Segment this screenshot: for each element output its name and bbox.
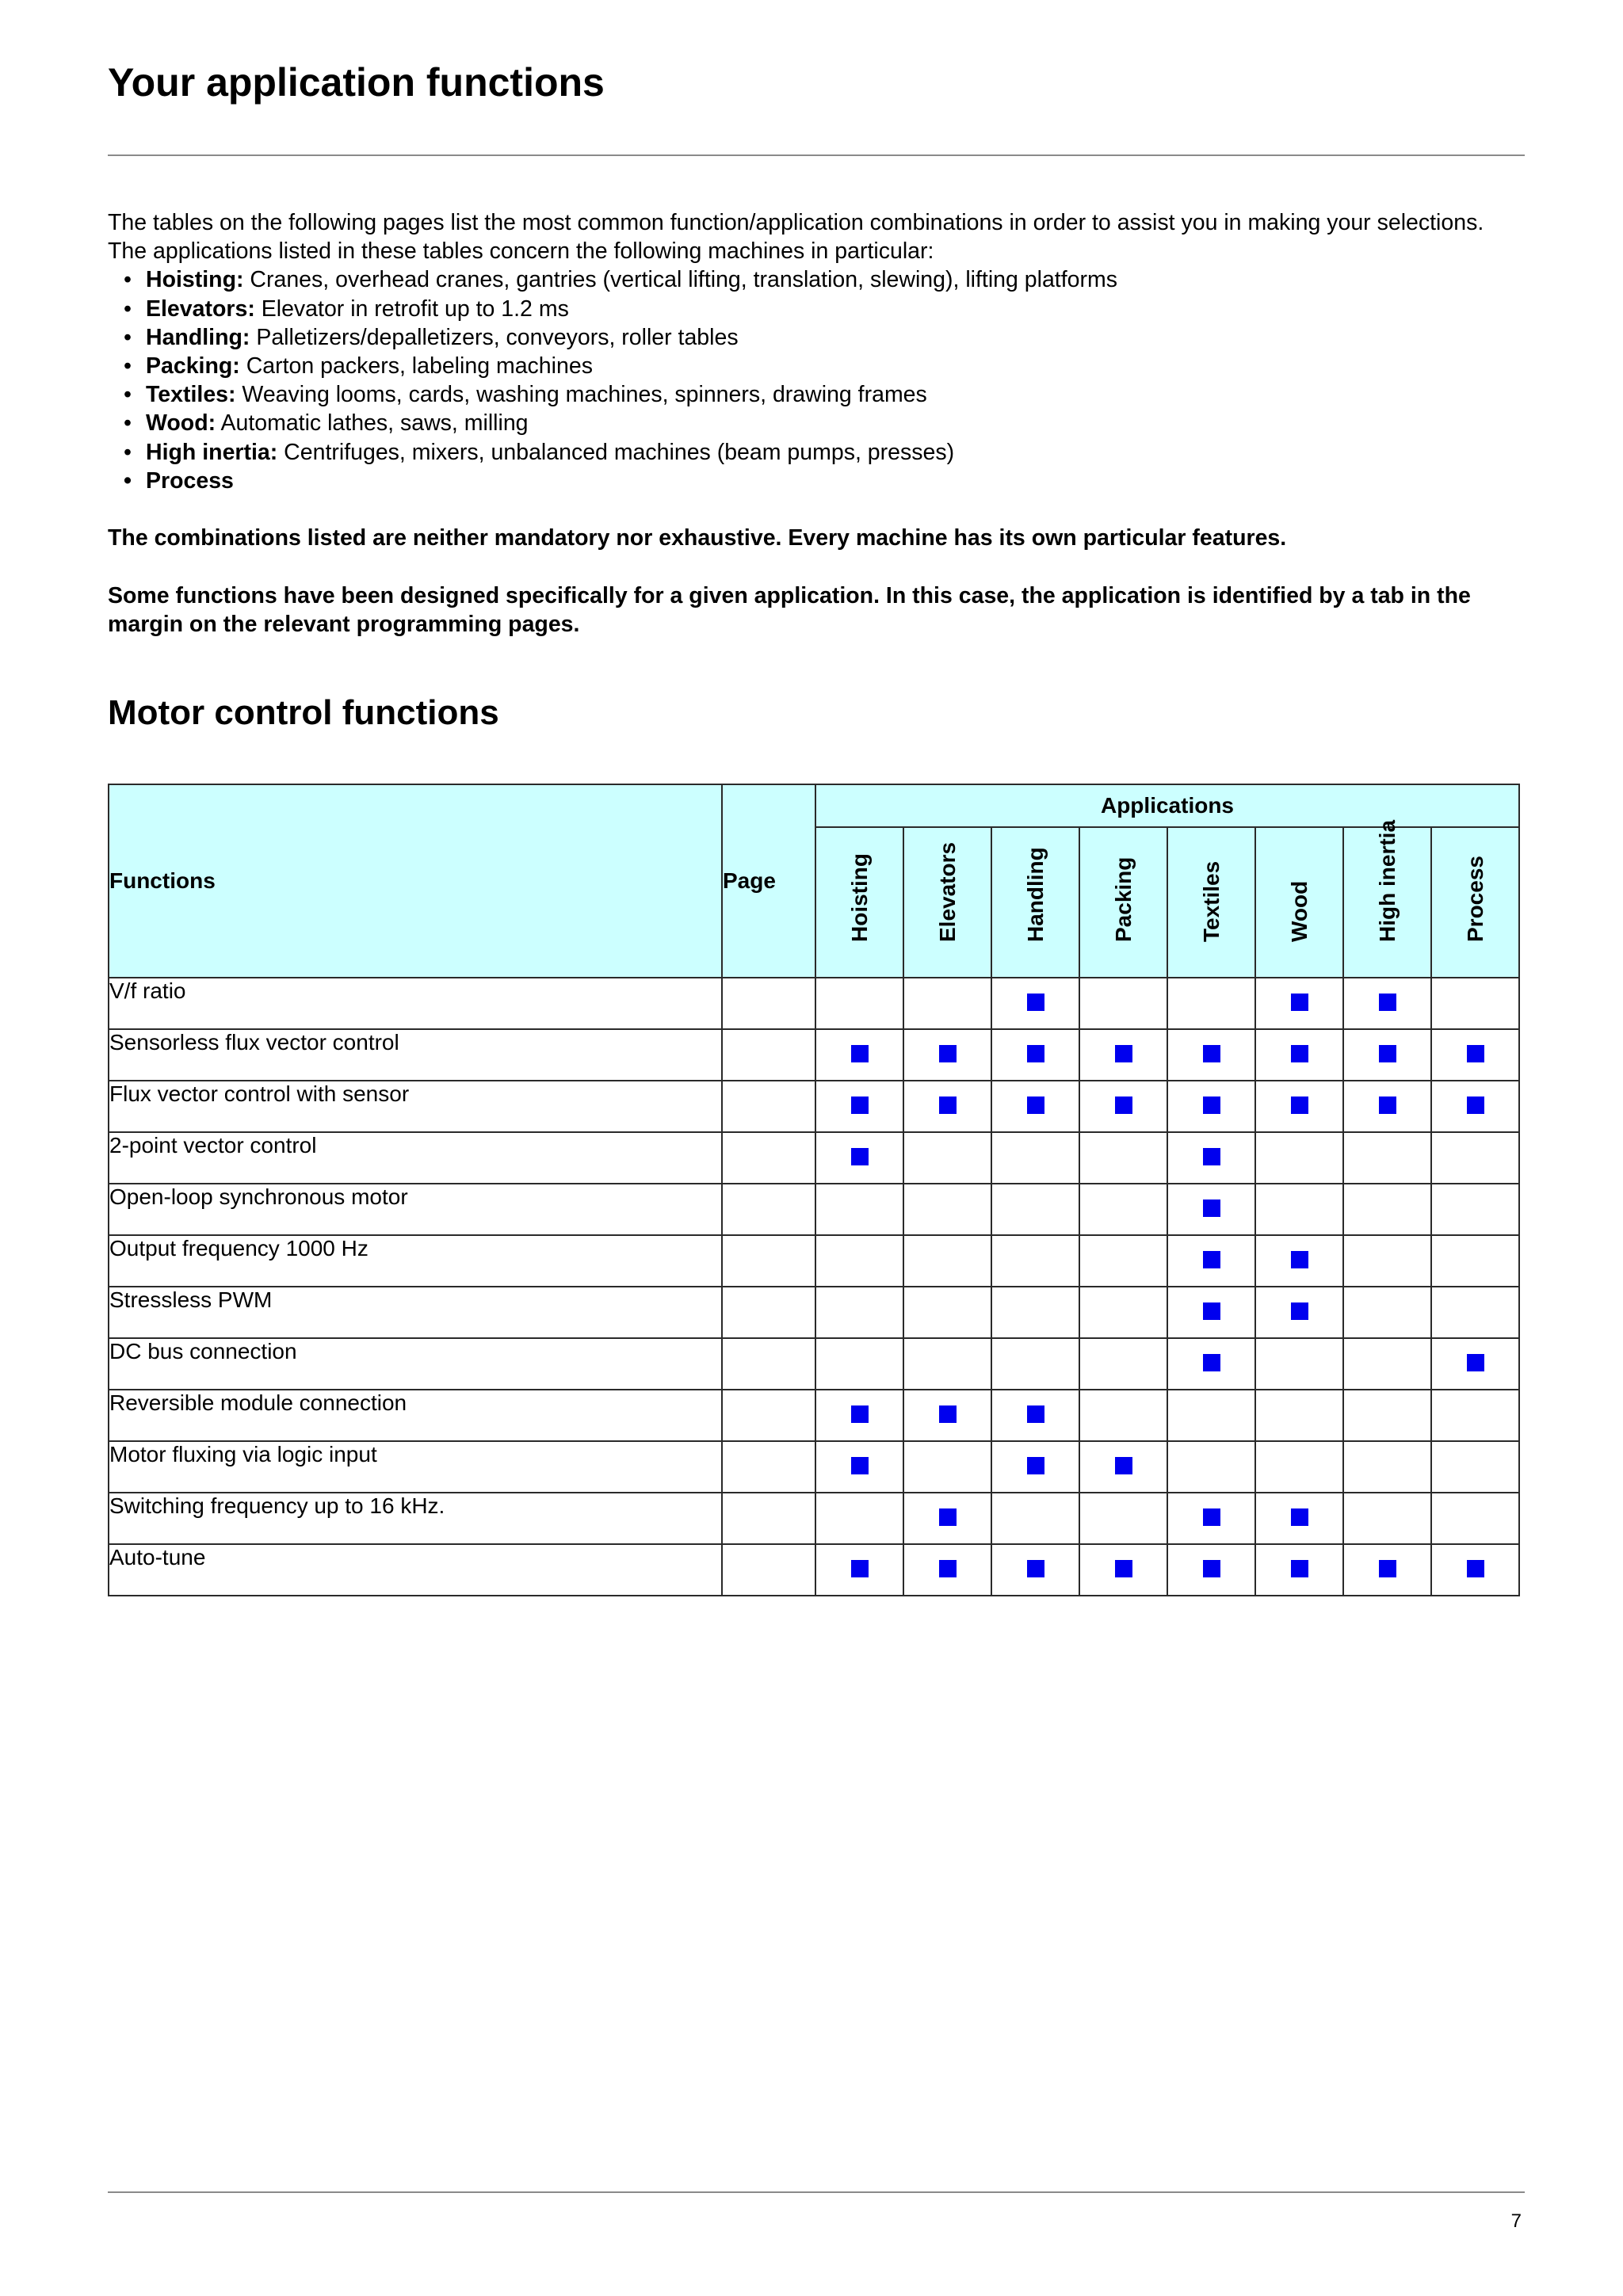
application-cell <box>1079 1493 1167 1544</box>
applications-header: Applications <box>815 784 1519 827</box>
application-cell <box>815 1081 903 1132</box>
applicable-square-icon <box>1467 1354 1484 1371</box>
application-cell <box>1255 1441 1343 1493</box>
application-cell <box>815 1390 903 1441</box>
note-paragraph: Some functions have been designed specifically for a given application. In this case, the application is identified by a tab in the margin on the relevant programming pages. <box>108 582 1471 637</box>
application-cell <box>903 1390 991 1441</box>
application-cell <box>991 1184 1079 1235</box>
application-cell <box>1255 1029 1343 1081</box>
application-cell <box>1167 1441 1255 1493</box>
table-body <box>109 978 1519 1596</box>
application-cell <box>1079 1081 1167 1132</box>
table-row <box>109 1441 1519 1493</box>
page-cell <box>722 1184 815 1235</box>
list-item-label: Textiles: <box>146 382 236 408</box>
application-cell <box>1431 1081 1519 1132</box>
page-cell <box>722 1029 815 1081</box>
function-cell: 2-point vector control <box>109 1132 722 1184</box>
table-row <box>109 978 1519 1029</box>
function-cell: Auto-tune <box>109 1544 722 1596</box>
application-cell <box>1343 1029 1431 1081</box>
application-cell <box>991 1132 1079 1184</box>
applicable-square-icon <box>1115 1560 1132 1577</box>
function-cell: Sensorless flux vector control <box>109 1029 722 1081</box>
list-item-label: High inertia: <box>146 439 278 465</box>
application-cell <box>1431 1441 1519 1493</box>
application-cell <box>1079 1441 1167 1493</box>
applicable-square-icon <box>1467 1560 1484 1577</box>
function-cell: Switching frequency up to 16 kHz. <box>109 1493 722 1544</box>
application-cell <box>1343 1132 1431 1184</box>
function-cell: V/f ratio <box>109 978 722 1029</box>
note-paragraph: The combinations listed are neither mandatory nor exhaustive. Every machine has its own particular features. <box>108 525 1287 551</box>
function-cell: Motor fluxing via logic input <box>109 1441 722 1493</box>
application-cell <box>815 1132 903 1184</box>
application-cell <box>815 1441 903 1493</box>
list-item-label: Handling: <box>146 324 250 350</box>
table-row <box>109 1184 1519 1235</box>
application-cell <box>1431 1493 1519 1544</box>
applicable-square-icon <box>1027 1405 1044 1423</box>
application-cell <box>815 1287 903 1338</box>
application-cell <box>903 1184 991 1235</box>
application-cell <box>1343 1441 1431 1493</box>
list-item <box>146 323 1526 352</box>
application-cell <box>1343 978 1431 1029</box>
application-cell <box>1431 1544 1519 1596</box>
intro-paragraph: The applications listed in these tables concern the following machines in particular: <box>108 238 934 265</box>
application-cell <box>1167 1493 1255 1544</box>
application-cell <box>1167 1287 1255 1338</box>
application-cell <box>1343 1544 1431 1596</box>
application-cell <box>991 1544 1079 1596</box>
application-cell <box>815 1235 903 1287</box>
application-label: Wood <box>1286 880 1312 942</box>
application-cell <box>1079 1235 1167 1287</box>
list-item <box>146 438 1526 467</box>
applicable-square-icon <box>1379 1560 1396 1577</box>
application-cell <box>1431 1390 1519 1441</box>
application-cell <box>991 1390 1079 1441</box>
application-list <box>108 265 1526 495</box>
list-item <box>146 467 1526 495</box>
application-label: Packing <box>1110 856 1136 942</box>
page-cell <box>722 1338 815 1390</box>
applicable-square-icon <box>1467 1045 1484 1062</box>
application-cell <box>1255 1390 1343 1441</box>
application-cell <box>1431 1184 1519 1235</box>
application-cell <box>903 1493 991 1544</box>
list-item-text: Palletizers/depalletizers, conveyors, roller tables <box>250 324 739 350</box>
application-cell <box>903 1544 991 1596</box>
applicable-square-icon <box>1203 1148 1220 1165</box>
application-cell <box>815 1184 903 1235</box>
application-cell <box>1343 1081 1431 1132</box>
application-cell <box>991 1441 1079 1493</box>
applicable-square-icon <box>1027 1560 1044 1577</box>
list-item-text: Weaving looms, cards, washing machines, spinners, drawing frames <box>235 382 927 408</box>
application-cell <box>815 1029 903 1081</box>
function-cell: Output frequency 1000 Hz <box>109 1235 722 1287</box>
table-row <box>109 1390 1519 1441</box>
applicable-square-icon <box>1379 1097 1396 1114</box>
table-row <box>109 1029 1519 1081</box>
applicable-square-icon <box>939 1405 957 1423</box>
applicable-square-icon <box>1115 1045 1132 1062</box>
application-cell <box>1255 1493 1343 1544</box>
application-cell <box>903 1235 991 1287</box>
applicable-square-icon <box>1379 994 1396 1011</box>
application-cell <box>991 1029 1079 1081</box>
applicable-square-icon <box>851 1560 869 1577</box>
applicable-square-icon <box>939 1097 957 1114</box>
application-cell <box>1255 978 1343 1029</box>
applicable-square-icon <box>851 1097 869 1114</box>
page-cell <box>722 1235 815 1287</box>
application-cell <box>1167 1184 1255 1235</box>
page-number: 7 <box>1510 2210 1522 2232</box>
applicable-square-icon <box>1115 1457 1132 1474</box>
list-item <box>146 295 1526 323</box>
table-row <box>109 1338 1519 1390</box>
applicable-square-icon <box>851 1148 869 1165</box>
application-column-header <box>1343 819 1431 978</box>
applicable-square-icon <box>1203 1302 1220 1320</box>
application-cell <box>1167 1235 1255 1287</box>
section-title: Motor control functions <box>108 693 499 732</box>
function-cell: Open-loop synchronous motor <box>109 1184 722 1235</box>
applicable-square-icon <box>1291 1097 1308 1114</box>
page-cell <box>722 1132 815 1184</box>
application-cell <box>991 1235 1079 1287</box>
application-cell <box>1431 1132 1519 1184</box>
list-item-text: Elevator in retrofit up to 1.2 ms <box>254 296 569 322</box>
applicable-square-icon <box>1203 1354 1220 1371</box>
application-cell <box>1255 1544 1343 1596</box>
application-cell <box>1167 1081 1255 1132</box>
applicable-square-icon <box>1379 1045 1396 1062</box>
function-cell: DC bus connection <box>109 1338 722 1390</box>
table-row <box>109 1287 1519 1338</box>
application-cell <box>1079 1544 1167 1596</box>
application-cell <box>815 1493 903 1544</box>
application-cell <box>903 1081 991 1132</box>
application-column-header <box>815 827 903 978</box>
application-cell <box>991 1338 1079 1390</box>
page-cell <box>722 1287 815 1338</box>
application-cell <box>1167 1029 1255 1081</box>
applicable-square-icon <box>1291 994 1308 1011</box>
table-row <box>109 1544 1519 1596</box>
list-item <box>146 265 1526 294</box>
application-column-header <box>1079 827 1167 978</box>
function-cell: Flux vector control with sensor <box>109 1081 722 1132</box>
application-cell <box>1167 978 1255 1029</box>
applicable-square-icon <box>1027 1097 1044 1114</box>
application-cell <box>1079 1390 1167 1441</box>
page-cell <box>722 1493 815 1544</box>
application-cell <box>1343 1235 1431 1287</box>
application-cell <box>903 1338 991 1390</box>
list-item-label: Wood: <box>146 410 216 437</box>
application-cell <box>1255 1132 1343 1184</box>
application-cell <box>1079 978 1167 1029</box>
application-cell <box>903 1287 991 1338</box>
table-row <box>109 1081 1519 1132</box>
applicable-square-icon <box>939 1508 957 1526</box>
applicable-square-icon <box>1203 1251 1220 1268</box>
applicable-square-icon <box>1203 1199 1220 1217</box>
application-cell <box>1343 1390 1431 1441</box>
application-cell <box>815 978 903 1029</box>
application-cell <box>1431 978 1519 1029</box>
application-cell <box>991 1287 1079 1338</box>
applicable-square-icon <box>939 1045 957 1062</box>
applicable-square-icon <box>1027 1045 1044 1062</box>
application-cell <box>1343 1493 1431 1544</box>
header-divider <box>108 154 1525 156</box>
list-item <box>146 380 1526 409</box>
applicable-square-icon <box>851 1045 869 1062</box>
list-item-label: Hoisting: <box>146 267 244 293</box>
functions-header: Functions <box>109 784 722 978</box>
application-cell <box>1431 1235 1519 1287</box>
function-application-table <box>108 784 1520 1596</box>
applicable-square-icon <box>1291 1045 1308 1062</box>
application-cell <box>903 1029 991 1081</box>
application-label: Hoisting <box>846 853 872 942</box>
applicable-square-icon <box>939 1560 957 1577</box>
applicable-square-icon <box>1467 1097 1484 1114</box>
application-column-header <box>1255 827 1343 978</box>
application-label: Handling <box>1022 847 1048 942</box>
footer-divider <box>108 2191 1525 2193</box>
list-item-text: Cranes, overhead cranes, gantries (vertical lifting, translation, slewing), lifting platforms <box>243 267 1117 293</box>
application-cell <box>991 1081 1079 1132</box>
application-cell <box>1079 1184 1167 1235</box>
application-cell <box>903 1441 991 1493</box>
application-cell <box>1079 1029 1167 1081</box>
applicable-square-icon <box>1027 994 1044 1011</box>
page-title: Your application functions <box>108 60 605 105</box>
table-row <box>109 1132 1519 1184</box>
application-cell <box>991 978 1079 1029</box>
list-item <box>146 409 1526 437</box>
page-cell <box>722 1081 815 1132</box>
application-cell <box>1079 1132 1167 1184</box>
application-cell <box>1431 1029 1519 1081</box>
applicable-square-icon <box>851 1405 869 1423</box>
application-cell <box>815 1544 903 1596</box>
function-cell: Reversible module connection <box>109 1390 722 1441</box>
applicable-square-icon <box>1291 1251 1308 1268</box>
intro-paragraph: The tables on the following pages list the most common function/application combinations in order to assist you in making your selections. <box>108 210 1484 235</box>
table-row <box>109 1235 1519 1287</box>
table-row <box>109 1493 1519 1544</box>
application-cell <box>1079 1338 1167 1390</box>
application-column-header <box>1167 827 1255 978</box>
application-column-header <box>991 827 1079 978</box>
page-cell <box>722 978 815 1029</box>
list-item-label: Elevators: <box>146 296 255 322</box>
application-cell <box>1079 1287 1167 1338</box>
list-item-label: Packing: <box>146 353 240 379</box>
applicable-square-icon <box>1291 1302 1308 1320</box>
application-cell <box>1431 1338 1519 1390</box>
application-cell <box>991 1493 1079 1544</box>
list-item <box>146 352 1526 380</box>
applicable-square-icon <box>1203 1560 1220 1577</box>
list-item-text: Automatic lathes, saws, milling <box>216 410 529 437</box>
page-cell <box>722 1390 815 1441</box>
application-cell <box>903 1132 991 1184</box>
application-label: High inertia <box>1374 819 1400 942</box>
application-cell <box>1255 1235 1343 1287</box>
function-cell: Stressless PWM <box>109 1287 722 1338</box>
list-item-text: Centrifuges, mixers, unbalanced machines (beam pumps, presses) <box>277 439 955 465</box>
page-header: Page <box>722 784 815 978</box>
application-label: Textiles <box>1198 860 1224 942</box>
application-cell <box>1167 1338 1255 1390</box>
application-cell <box>1343 1287 1431 1338</box>
applicable-square-icon <box>851 1457 869 1474</box>
application-cell <box>1167 1544 1255 1596</box>
application-label: Process <box>1462 856 1487 942</box>
application-cell <box>1343 1184 1431 1235</box>
application-cell <box>1167 1390 1255 1441</box>
application-cell <box>1343 1338 1431 1390</box>
applicable-square-icon <box>1203 1045 1220 1062</box>
application-cell <box>815 1338 903 1390</box>
intro-section <box>108 208 1526 639</box>
application-cell <box>1167 1132 1255 1184</box>
application-cell <box>1431 1287 1519 1338</box>
application-cell <box>1255 1287 1343 1338</box>
application-cell <box>1255 1184 1343 1235</box>
applicable-square-icon <box>1027 1457 1044 1474</box>
page-cell <box>722 1544 815 1596</box>
applicable-square-icon <box>1291 1508 1308 1526</box>
applicable-square-icon <box>1115 1097 1132 1114</box>
page-cell <box>722 1441 815 1493</box>
application-cell <box>903 978 991 1029</box>
application-cell <box>1255 1081 1343 1132</box>
application-column-header <box>903 827 991 978</box>
list-item-label: Process <box>146 467 234 494</box>
application-label: Elevators <box>934 841 960 942</box>
application-column-header <box>1431 827 1519 978</box>
application-cell <box>1255 1338 1343 1390</box>
list-item-text: Carton packers, labeling machines <box>239 353 593 379</box>
applicable-square-icon <box>1291 1560 1308 1577</box>
applicable-square-icon <box>1203 1097 1220 1114</box>
applicable-square-icon <box>1203 1508 1220 1526</box>
